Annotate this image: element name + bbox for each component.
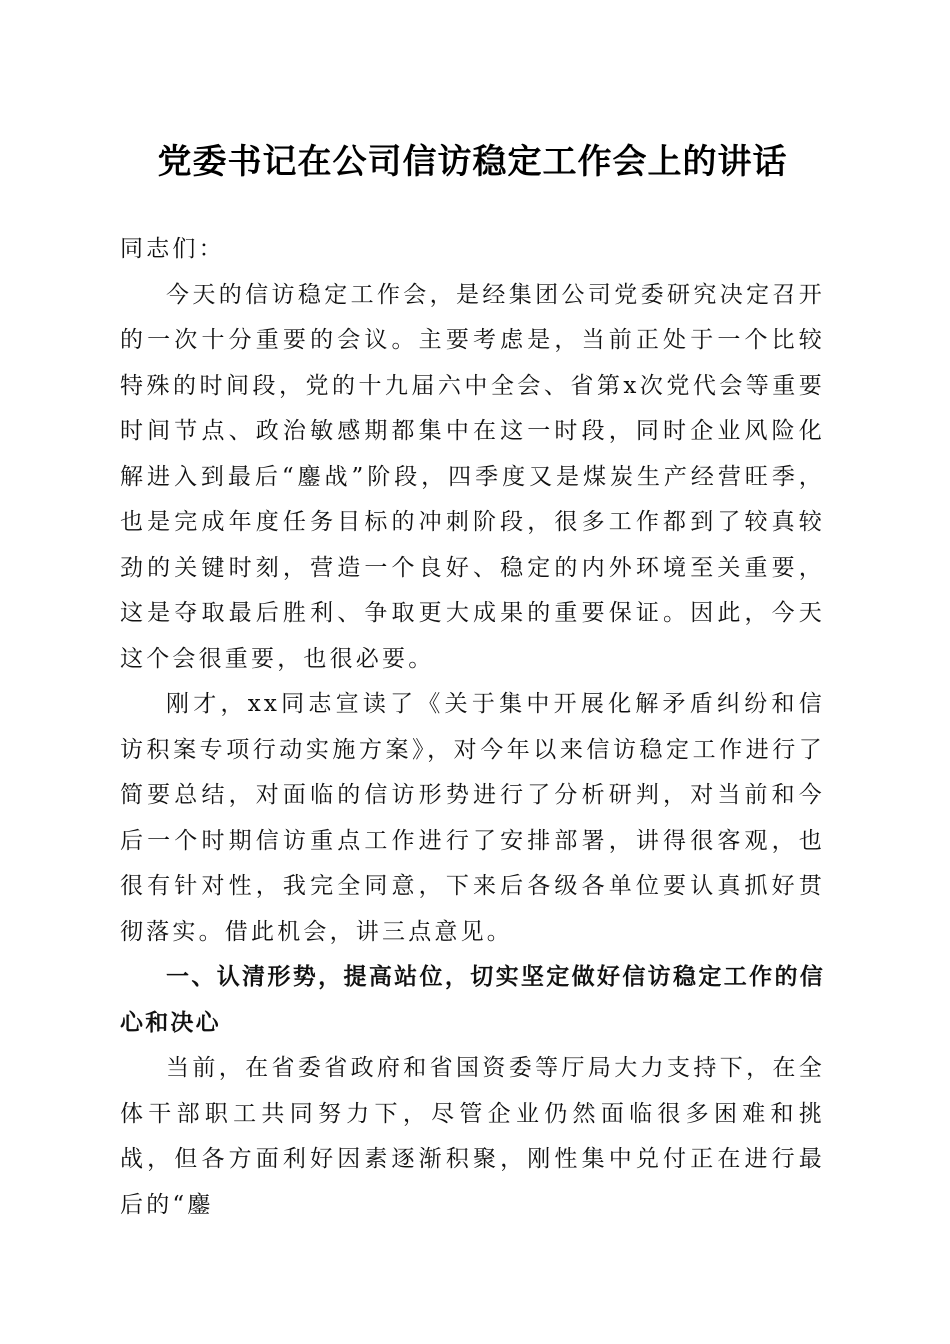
- section-paragraph: 当前，在省委省政府和省国资委等厅局大力支持下，在全体干部职工共同努力下，尽管企业仍然面临很多困难和挑战，但各方面利好因素逐渐积聚，刚性集中兑付正在进行最后的“鏖: [120, 1055, 825, 1218]
- section-heading: 一、认清形势，提高站位，切实坚定做好信访稳定工作的信心和决心: [120, 964, 825, 1036]
- paragraph-1: 今天的信访稳定工作会，是经集团公司党委研究决定召开的一次十分重要的会议。主要考虑是，当前正处于一个比较特殊的时间段，党的十九届六中全会、省第x次党代会等重要时间节点、政治敏感期都集中在这一时段，同时企业风险化解进入到最后“鏖战”阶段，四季度又是煤炭生产经营旺季，也是完成年度任务目标的冲刺阶段，很多工作都到了较真较劲的关键时刻，营造一个良好、稳定的内外环境至关重要，这是夺取最后胜利、争取更大成果的重要保证。因此，今天这个会很重要，也很必要。: [120, 281, 825, 672]
- document-body: [120, 227, 825, 1228]
- salutation: 同志们：: [120, 236, 225, 262]
- document-page: [120, 0, 825, 1228]
- paragraph-2: 刚才，xx同志宣读了《关于集中开展化解矛盾纠纷和信访积案专项行动实施方案》，对今年以来信访稳定工作进行了简要总结，对面临的信访形势进行了分析研判，对当前和今后一个时期信访重点工作进行了安排部署，讲得很客观，也很有针对性，我完全同意，下来后各级各单位要认真抓好贯彻落实。借此机会，讲三点意见。: [120, 691, 825, 945]
- document-title: 党委书记在公司信访稳定工作会上的讲话: [157, 142, 788, 182]
